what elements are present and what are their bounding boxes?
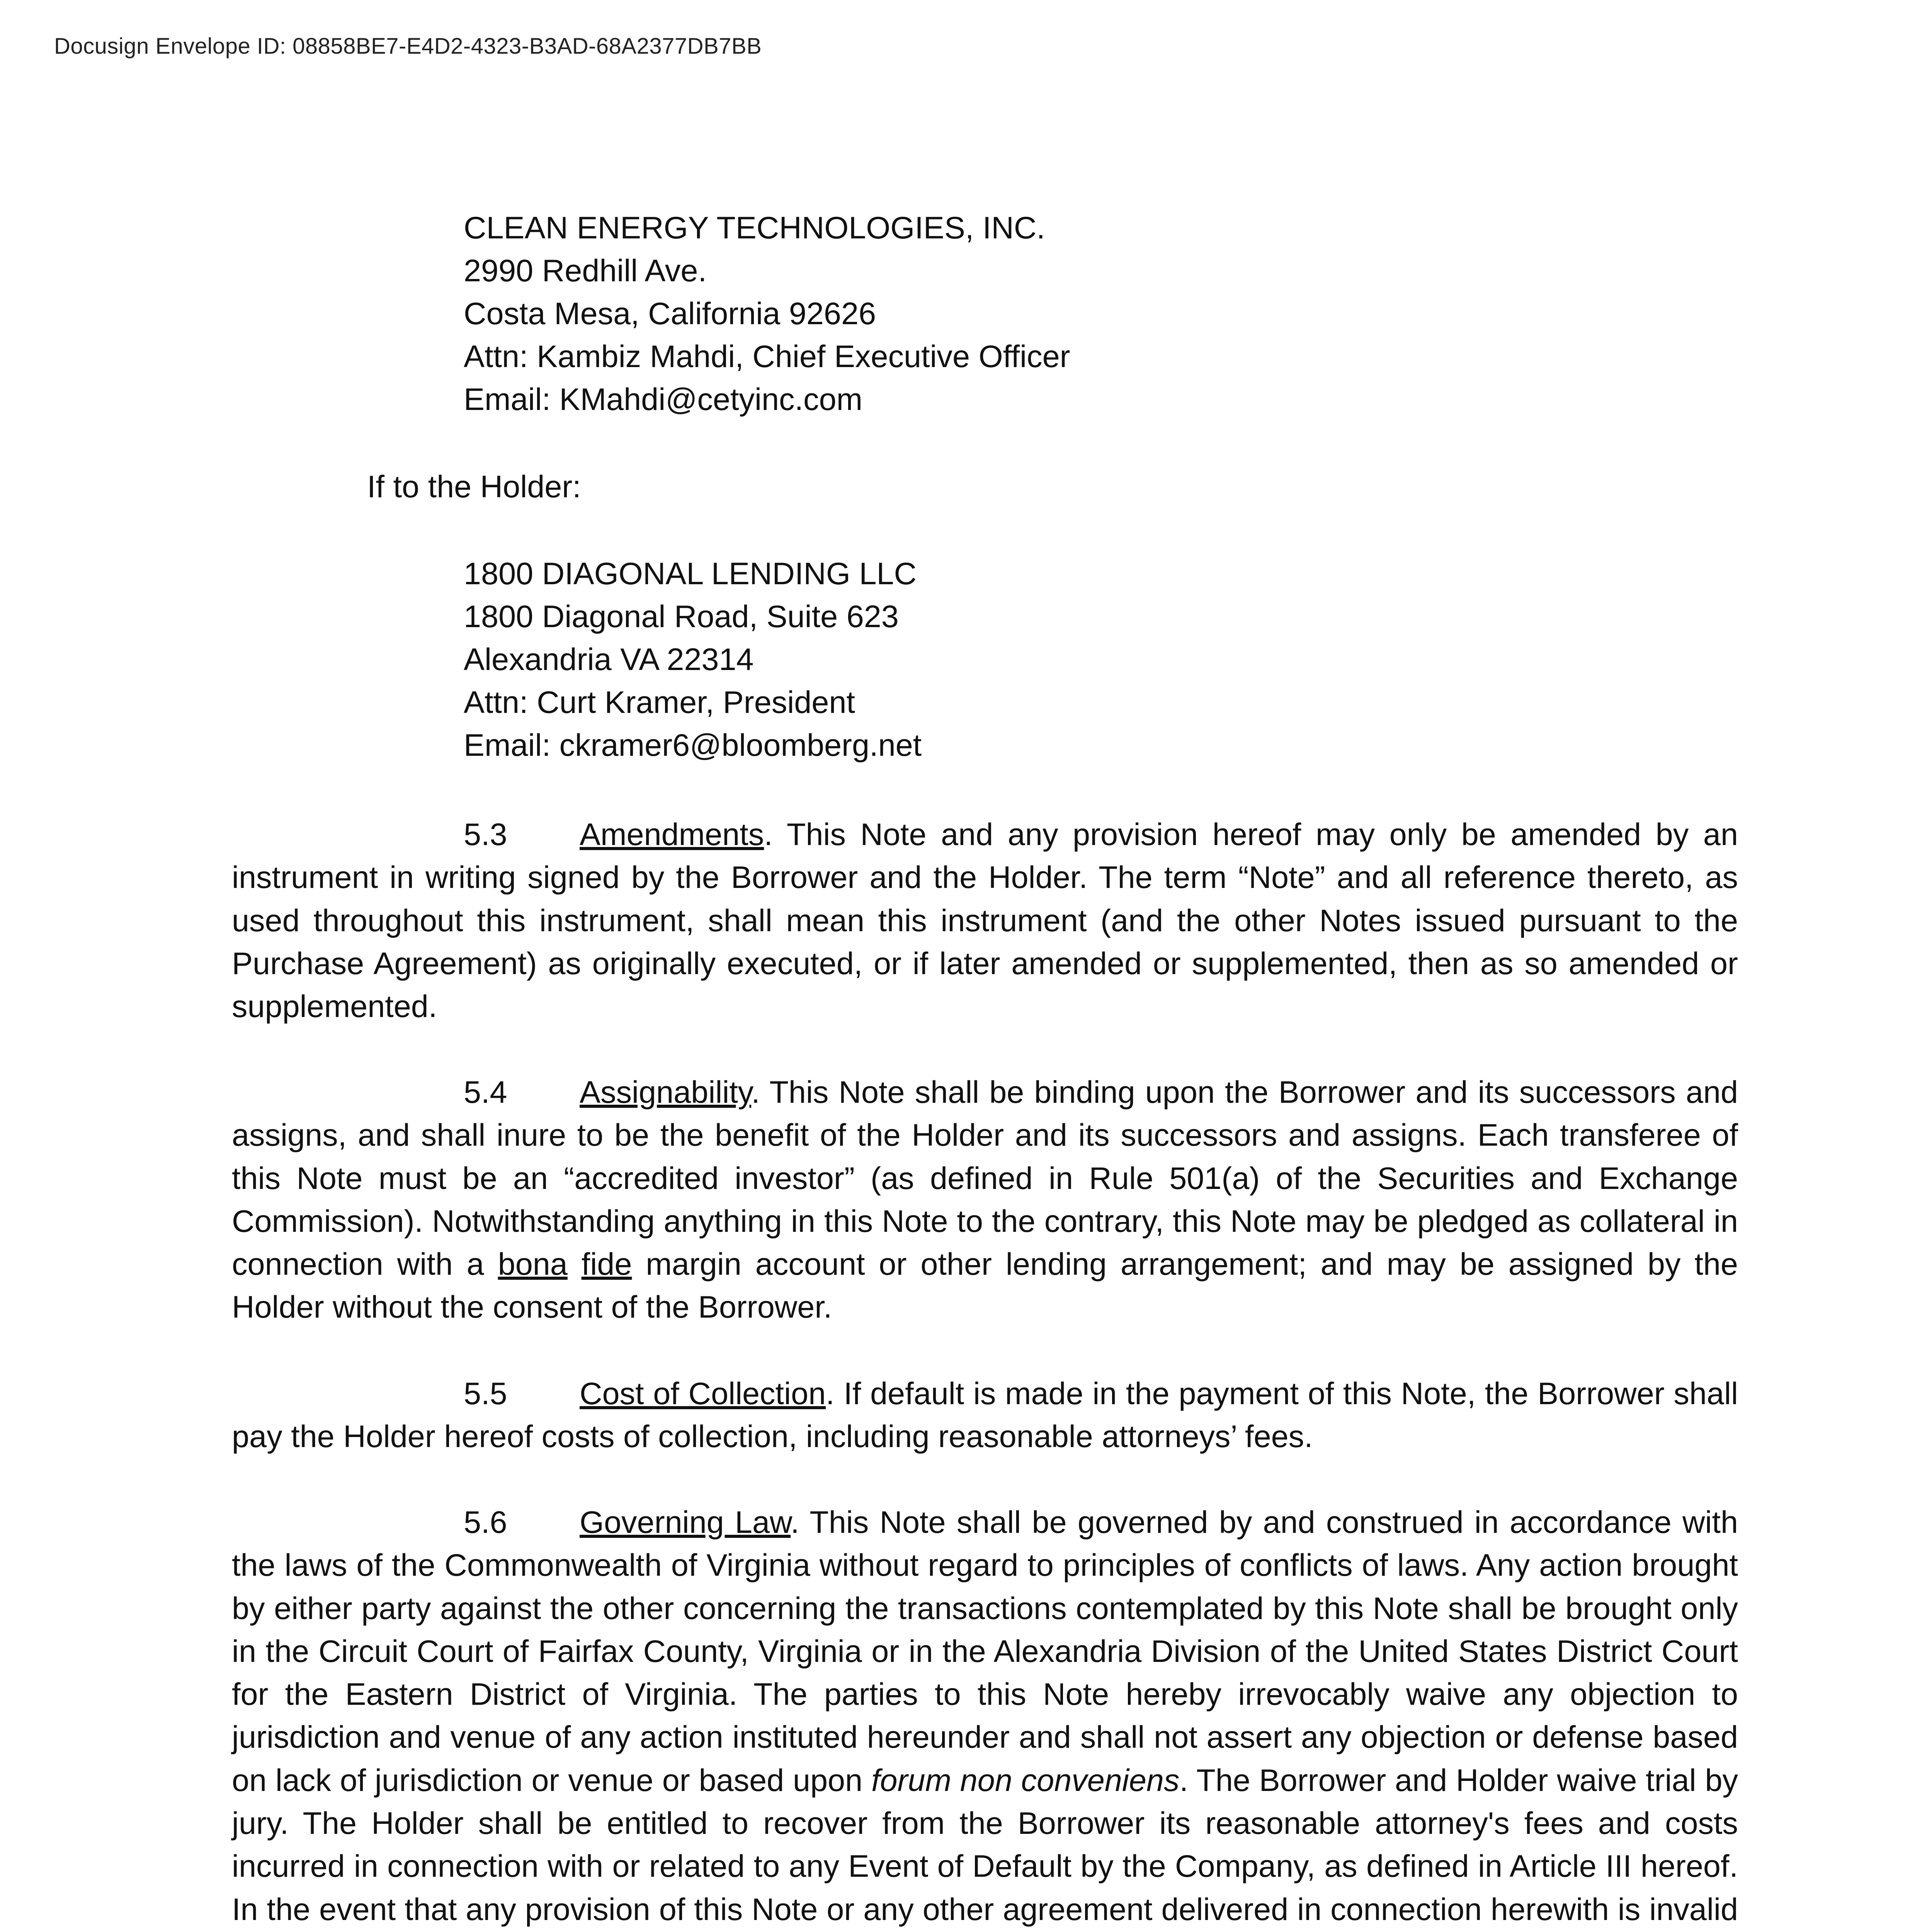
section-heading: Cost of Collection [580, 1376, 826, 1411]
holder-city: Alexandria VA 22314 [464, 642, 754, 677]
section-heading: Assignability [580, 1075, 752, 1110]
section-5-6-governing-law [232, 1501, 1738, 1932]
holder-attn: Attn: Curt Kramer, President [464, 685, 855, 720]
section-text: . This Note shall be governed by and construed in accordance with the laws of the Commonwealth of Virginia without regard to principles of conflicts of laws. Any action brought by either party against the other concerning the transactions contemplated by this Note shall be brought only in the Circuit Court of Fairfax County, Virginia or in the Alexandria Division of the United States District Court for the Eastern District of Virginia. The parties to this Note hereby irrevocably waive any objection to jurisdiction and venue of any action instituted hereunder and shall not assert any objection or defense based on lack of jurisdiction or venue or based upon [232, 1505, 1738, 1798]
company-street: 2990 Redhill Ave. [464, 253, 707, 288]
section-heading: Amendments [580, 817, 764, 852]
section-text-continued: margin account or other lending arrangement; and may be assigned by the Holder without the consent of the Borrower. [232, 1247, 1738, 1325]
section-number: 5.5 [464, 1376, 507, 1411]
section-heading: Governing Law [580, 1505, 791, 1540]
section-text: . If default is made in the payment of this Note, the Borrower shall pay the Holder hereof costs of collection, including reasonable attorneys’ fees. [232, 1376, 1738, 1454]
section-number: 5.4 [464, 1075, 507, 1110]
holder-name: 1800 DIAGONAL LENDING LLC [464, 556, 917, 591]
company-address-block [464, 207, 1070, 421]
italic-term: forum non conveniens [871, 1763, 1180, 1798]
section-text-continued: . The Borrower and Holder waive trial by jury. The Holder shall be entitled to recover from the Borrower its reasonable attorney's fees and costs incurred in connection with or related to any Event of Default by the Company, as defined in Article III hereof. In the event that any provision of this Note or any other agreement delivered in connection herewith is invalid [232, 1763, 1738, 1927]
section-number: 5.6 [464, 1505, 507, 1540]
section-number: 5.3 [464, 817, 507, 852]
section-text: . This Note and any provision hereof may only be amended by an instrument in writing signed by the Borrower and the Holder. The term “Note” and all reference thereto, as used throughout this instrument, shall mean this instrument (and the other Notes issued pursuant to the Purchase Agreement) as originally executed, or if later amended or supplemented, then as so amended or supplemented. [232, 817, 1738, 1024]
section-5-3-amendments [232, 813, 1738, 1028]
holder-email: Email: ckramer6@bloomberg.net [464, 728, 922, 763]
underlined-term-fide: fide [581, 1247, 632, 1282]
envelope-id: Docusign Envelope ID: 08858BE7-E4D2-4323-B3AD-68A2377DB7BB [54, 34, 762, 59]
section-5-4-assignability [232, 1071, 1738, 1329]
holder-address-block [464, 553, 922, 767]
company-email: Email: KMahdi@cetyinc.com [464, 382, 863, 417]
company-name: CLEAN ENERGY TECHNOLOGIES, INC. [464, 211, 1045, 245]
section-text: . This Note shall be binding upon the Borrower and its successors and assigns, and shall inure to be the benefit of the Holder and its successors and assigns. Each transferee of this Note must be an “accredited investor” (as defined in Rule 501(a) of the Securities and Exchange Commission). Notwithstanding anything in this Note to the contrary, this Note may be pledged as collateral in connection with a [232, 1075, 1738, 1282]
section-5-5-cost-of-collection [232, 1372, 1738, 1459]
company-attn: Attn: Kambiz Mahdi, Chief Executive Officer [464, 339, 1070, 374]
holder-street: 1800 Diagonal Road, Suite 623 [464, 599, 899, 634]
underlined-term-bona: bona [498, 1247, 568, 1282]
holder-intro: If to the Holder: [367, 469, 581, 504]
company-city: Costa Mesa, California 92626 [464, 296, 876, 331]
